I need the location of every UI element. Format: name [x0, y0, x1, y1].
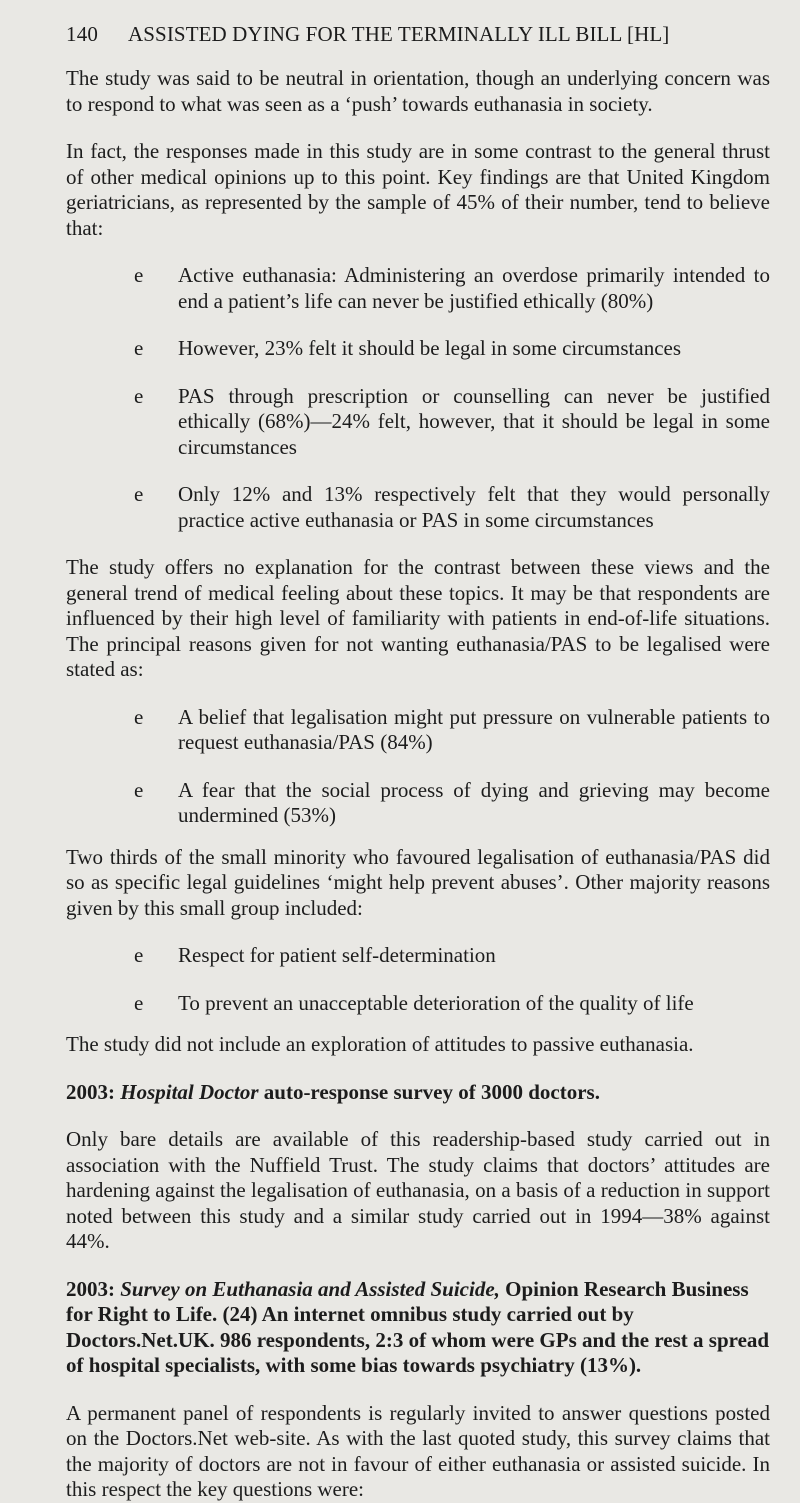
list-item [134, 991, 770, 1017]
list-item [134, 705, 770, 756]
list-item-text: PAS through prescription or counselling can never be justified ethically (68%)—24% felt, however, that it should be legal in some circumstances [178, 383, 770, 459]
heading-rest: Opinion Research Business for Right to Life. (24) An internet omnibus study carried out by Doctors.Net.UK. 986 respondents, 2:3 of whom were GPs and the rest a spread of hospital specialists, with some bias towards psychiatry (13%). [66, 1276, 770, 1377]
bullet-icon: e [134, 482, 144, 506]
list-item-text: However, 23% felt it should be legal in some circumstances [178, 336, 682, 360]
heading-year: 2003: [66, 1079, 121, 1104]
list-item-text: To prevent an unacceptable deterioration of the quality of life [178, 990, 694, 1015]
heading-italic-title: Survey on Euthanasia and Assisted Suicide, [120, 1276, 500, 1301]
list-item [134, 943, 770, 969]
section-heading-hospital-doctor [66, 1080, 770, 1106]
paragraph-passive-euthanasia: The study did not include an exploration of attitudes to passive euthanasia. [66, 1032, 694, 1056]
list-item-text: A fear that the social process of dying and grieving may become undermined (53%) [178, 777, 770, 827]
bullet-icon: e [134, 383, 144, 408]
list-item [134, 482, 770, 533]
list-item-text: A belief that legalisation might put pressure on vulnerable patients to request euthanasia/PAS (84%) [178, 704, 770, 754]
reasons-for-list [66, 943, 770, 1016]
list-item [134, 263, 770, 314]
running-head: ASSISTED DYING FOR THE TERMINALLY ILL BILL [HL] [128, 22, 670, 46]
bullet-icon: e [134, 943, 144, 967]
bullet-icon: e [134, 263, 144, 287]
heading-year: 2003: [66, 1276, 121, 1301]
page-number: 140 [66, 22, 99, 46]
page-header [66, 22, 770, 52]
list-item-text: Only 12% and 13% respectively felt that they would personally practice active euthanasia or PAS in some circumstances [178, 482, 770, 532]
paragraph-neutral-orientation: The study was said to be neutral in orientation, though an underlying concern was to respond to what was seen as a ‘push’ towards euthanasia in society. [66, 66, 770, 116]
paragraph-key-findings: In fact, the responses made in this study are in some contrast to the general thrust of other medical opinions up to this point. Key findings are that United Kingdom geriatricians, as represented by the sample of 45% of their number, tend to believe that: [66, 139, 770, 240]
list-item [134, 778, 770, 829]
paragraph-minority-reasons: Two thirds of the small minority who favoured legalisation of euthanasia/PAS did so as specific legal guidelines ‘might help prevent abuses’. Other majority reasons given by this small group included: [66, 844, 770, 920]
list-item [134, 336, 770, 362]
reasons-against-list [66, 705, 770, 829]
bullet-icon: e [134, 777, 144, 802]
heading-rest: auto-response survey of 3000 doctors. [258, 1079, 600, 1104]
paragraph-no-explanation: The study offers no explanation for the contrast between these views and the general trend of medical feeling about these topics. It may be that respondents are influenced by their high level of familiarity with patients in end-of-life situations. The principal reasons given for not wanting euthanasia/PAS to be legalised were stated as: [66, 555, 770, 681]
paragraph-nuffield-trust: Only bare details are available of this readership-based study carried out in association with the Nuffield Trust. The study claims that doctors’ attitudes are hardening against the legalisation of euthanasia, on a basis of a reduction in support noted between this study and a similar study carried out in 1994—38% against 44%. [66, 1127, 770, 1253]
bullet-icon: e [134, 990, 144, 1015]
findings-list [66, 263, 770, 533]
section-heading-survey [66, 1277, 770, 1379]
heading-italic-title: Hospital Doctor [120, 1079, 259, 1104]
paragraph-permanent-panel: A permanent panel of respondents is regularly invited to answer questions posted on the Doctors.Net web-site. As with the last quoted study, this survey claims that the majority of doctors are not in favour of either euthanasia or assisted suicide. In this respect the key questions were: [66, 1400, 770, 1501]
list-item [134, 384, 770, 461]
page-body [66, 66, 770, 1503]
list-item-text: Active euthanasia: Administering an overdose primarily intended to end a patient’s life can never be justified ethically (80%) [178, 263, 770, 313]
list-item-text: Respect for patient self-determination [178, 943, 496, 967]
bullet-icon: e [134, 704, 144, 729]
bullet-icon: e [134, 336, 144, 360]
